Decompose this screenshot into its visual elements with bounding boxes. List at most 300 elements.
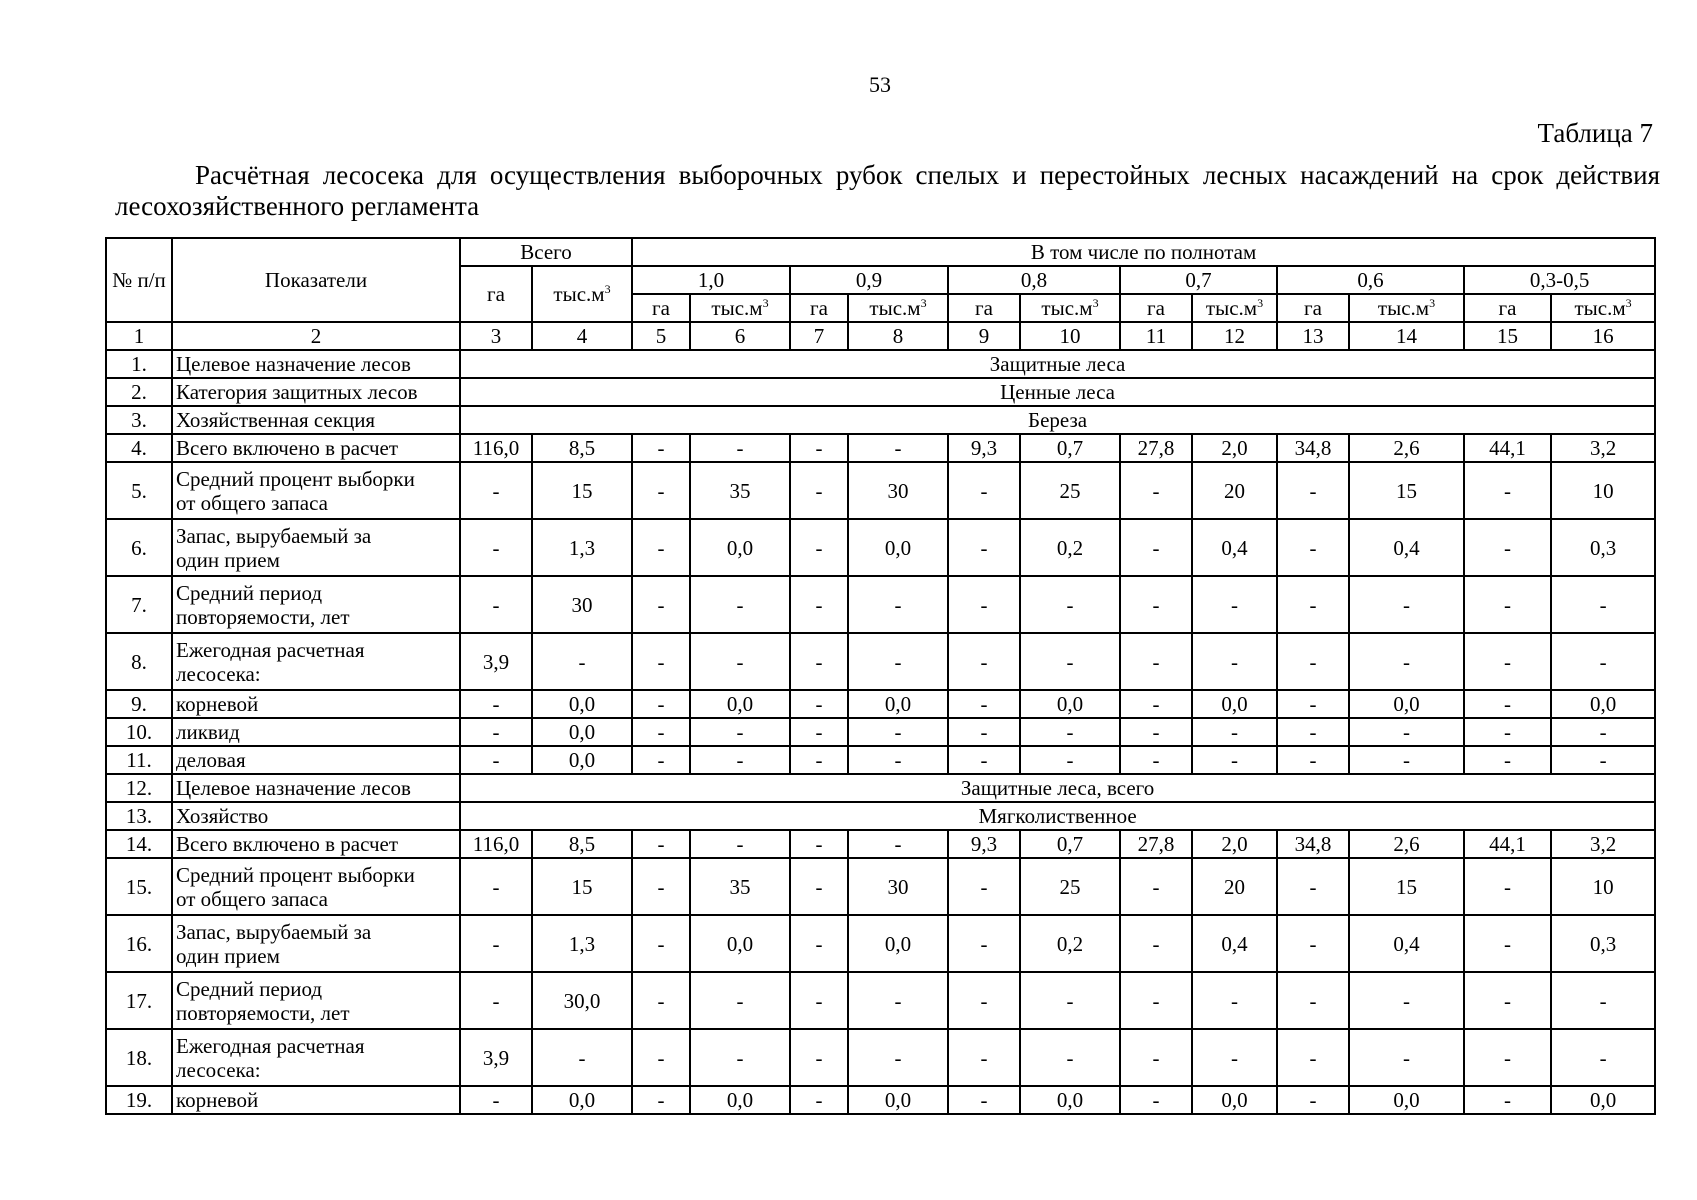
table-cell: - [1277, 858, 1349, 915]
row-label-line: Хозяйственная секция [176, 408, 376, 432]
table-cell: 15 [1349, 462, 1464, 519]
table-cell: 0,0 [1192, 1086, 1277, 1114]
table-cell: 3,9 [460, 633, 532, 690]
row-label-line: от общего запаса [176, 490, 328, 515]
row-number: 7. [106, 576, 172, 633]
table-cell: 34,8 [1277, 830, 1349, 858]
row-label-line: деловая [176, 748, 246, 772]
table-cell: 3,9 [460, 1029, 532, 1086]
table-cell: - [1120, 633, 1192, 690]
table-cell: 8,5 [532, 434, 632, 462]
row-number: 14. [106, 830, 172, 858]
table-cell: - [632, 690, 690, 718]
table-cell: - [460, 915, 532, 972]
table-cell: - [1120, 972, 1192, 1029]
table-cell: - [1020, 633, 1120, 690]
table-cell: - [1277, 690, 1349, 718]
table-cell: - [632, 519, 690, 576]
table-cell: - [1464, 746, 1551, 774]
table-cell: 0,0 [1020, 1086, 1120, 1114]
table-row [106, 519, 1655, 576]
table-cell: - [790, 718, 848, 746]
row-label [172, 858, 460, 915]
table-cell: - [1551, 1029, 1655, 1086]
row-label-line: Средний процент выборки [176, 862, 415, 887]
table-cell: - [1464, 519, 1551, 576]
table-row [106, 972, 1655, 1029]
table-cell: - [948, 462, 1020, 519]
table-cell: - [460, 576, 532, 633]
table-cell: - [1464, 1086, 1551, 1114]
column-number: 9 [948, 322, 1020, 350]
header-unit-ga: га [790, 294, 848, 322]
table-cell: 27,8 [1120, 830, 1192, 858]
column-number: 10 [1020, 322, 1120, 350]
row-number: 12. [106, 774, 172, 802]
table-cell: - [948, 576, 1020, 633]
row-label [172, 830, 460, 858]
row-span-value: Береза [460, 406, 1655, 434]
header-unit-volume: $тыс.м^3$ [690, 294, 790, 322]
table-cell: - [1277, 633, 1349, 690]
row-label-line: Средний период [176, 976, 323, 1001]
header-unit-volume: $тыс.м^3$ [1192, 294, 1277, 322]
table-cell: - [1464, 915, 1551, 972]
table-cell: 1,3 [532, 915, 632, 972]
table-cell: - [1551, 746, 1655, 774]
table-cell: - [848, 576, 948, 633]
table-cell: - [460, 746, 532, 774]
table-cell: - [632, 972, 690, 1029]
table-cell: 0,0 [532, 690, 632, 718]
table-cell: 0,0 [690, 915, 790, 972]
table-cell: 10 [1551, 858, 1655, 915]
table-cell: - [632, 915, 690, 972]
table-cell: - [460, 972, 532, 1029]
row-label [172, 519, 460, 576]
table-cell: - [460, 718, 532, 746]
table-cell: 116,0 [460, 830, 532, 858]
row-number: 3. [106, 406, 172, 434]
row-number: 13. [106, 802, 172, 830]
header-density-5: 0,6 [1277, 266, 1464, 294]
table-cell: 30 [532, 576, 632, 633]
table-cell: - [632, 462, 690, 519]
table-row [106, 406, 1655, 434]
header-num-col: № п/п [106, 238, 172, 322]
header-density-2: 0,9 [790, 266, 948, 294]
table-cell: - [1349, 576, 1464, 633]
table-cell: 30,0 [532, 972, 632, 1029]
row-label-line: Запас, вырубаемый за [176, 523, 372, 548]
table-row [106, 462, 1655, 519]
table-row [106, 350, 1655, 378]
row-number: 8. [106, 633, 172, 690]
header-unit-ga: га [1120, 294, 1192, 322]
table-cell: 2,6 [1349, 434, 1464, 462]
cutting-area-table [105, 237, 1656, 1115]
row-label-line: Категория защитных лесов [176, 380, 418, 404]
table-cell: 3,2 [1551, 434, 1655, 462]
column-number: 12 [1192, 322, 1277, 350]
table-cell: - [790, 462, 848, 519]
row-label-line: ликвид [176, 720, 240, 744]
row-label-line: один прием [176, 943, 280, 968]
table-cell: - [1192, 972, 1277, 1029]
row-label [172, 774, 460, 802]
table-cell: - [1551, 633, 1655, 690]
row-label [172, 972, 460, 1029]
table-cell: - [948, 690, 1020, 718]
table-cell: 0,0 [848, 519, 948, 576]
header-total: Всего [460, 238, 632, 266]
table-cell: - [532, 633, 632, 690]
table-cell: - [632, 633, 690, 690]
table-cell: - [948, 915, 1020, 972]
table-cell: - [1349, 1029, 1464, 1086]
table-cell: 0,2 [1020, 519, 1120, 576]
table-cell: - [1120, 519, 1192, 576]
header-unit-volume: $тыс.м^3$ [1551, 294, 1655, 322]
table-cell: - [690, 746, 790, 774]
table-cell: - [632, 746, 690, 774]
table-title: Расчётная лесосека для осуществления выборочных рубок спелых и перестойных лесных насаждений на срок действия лесохозяйственного регламента [115, 160, 1660, 221]
row-span-value: Ценные леса [460, 378, 1655, 406]
table-cell: 30 [848, 858, 948, 915]
row-label-line: Хозяйство [176, 804, 269, 828]
column-number: 6 [690, 322, 790, 350]
table-cell: - [948, 633, 1020, 690]
row-label [172, 434, 460, 462]
table-row [106, 690, 1655, 718]
row-label-line: Целевое назначение лесов [176, 776, 411, 800]
table-cell: - [848, 830, 948, 858]
table-cell: 0,0 [848, 1086, 948, 1114]
table-cell: 15 [532, 462, 632, 519]
column-number: 7 [790, 322, 848, 350]
table-row [106, 746, 1655, 774]
table-cell: 25 [1020, 858, 1120, 915]
table-cell: - [1192, 746, 1277, 774]
table-cell: - [1120, 746, 1192, 774]
row-label-line: Ежегодная расчетная [176, 1033, 365, 1058]
header-unit-ga: га [948, 294, 1020, 322]
table-row [106, 858, 1655, 915]
header-total-volume: $тыс.м^3$ [532, 266, 632, 322]
table-cell: - [948, 858, 1020, 915]
table-cell: - [1020, 972, 1120, 1029]
table-cell: - [460, 1086, 532, 1114]
row-number: 18. [106, 1029, 172, 1086]
row-number: 2. [106, 378, 172, 406]
table-cell: 9,3 [948, 434, 1020, 462]
row-number: 1. [106, 350, 172, 378]
table-cell: 15 [532, 858, 632, 915]
column-number: 4 [532, 322, 632, 350]
table-cell: 0,0 [1020, 690, 1120, 718]
row-label-line: лесосека: [176, 661, 261, 686]
table-cell: 116,0 [460, 434, 532, 462]
table-cell: - [632, 434, 690, 462]
row-label [172, 802, 460, 830]
header-including: В том числе по полнотам [632, 238, 1655, 266]
table-cell: - [790, 746, 848, 774]
header-density-4: 0,7 [1120, 266, 1277, 294]
row-label-line: повторяемости, лет [176, 1000, 350, 1025]
row-number: 15. [106, 858, 172, 915]
table-cell: - [790, 1029, 848, 1086]
row-number: 5. [106, 462, 172, 519]
table-cell: 0,0 [1551, 1086, 1655, 1114]
row-number: 6. [106, 519, 172, 576]
table-cell: 0,4 [1192, 519, 1277, 576]
column-number: 14 [1349, 322, 1464, 350]
row-label-line: Запас, вырубаемый за [176, 919, 372, 944]
row-label-line: корневой [176, 1088, 259, 1112]
table-cell: - [790, 915, 848, 972]
table-cell: 0,0 [1349, 690, 1464, 718]
table-cell: - [1464, 972, 1551, 1029]
table-cell: 34,8 [1277, 434, 1349, 462]
table-cell: - [948, 1029, 1020, 1086]
column-number: 2 [172, 322, 460, 350]
table-cell: - [690, 434, 790, 462]
row-number: 9. [106, 690, 172, 718]
table-cell: - [1277, 972, 1349, 1029]
table-cell: 0,0 [690, 690, 790, 718]
table-cell: 1,3 [532, 519, 632, 576]
table-cell: - [948, 718, 1020, 746]
table-cell: 0,0 [1349, 1086, 1464, 1114]
table-cell: 27,8 [1120, 434, 1192, 462]
table-cell: - [1464, 858, 1551, 915]
table-cell: - [790, 1086, 848, 1114]
table-cell: - [790, 434, 848, 462]
table-cell: - [790, 858, 848, 915]
table-cell: - [632, 858, 690, 915]
table-row [106, 774, 1655, 802]
table-cell: 44,1 [1464, 830, 1551, 858]
row-span-value: Мягколиственное [460, 802, 1655, 830]
table-cell: - [848, 434, 948, 462]
row-label [172, 350, 460, 378]
table-cell: 0,0 [848, 690, 948, 718]
table-cell: - [1277, 519, 1349, 576]
row-label-line: Средний период [176, 580, 323, 605]
row-span-value: Защитные леса [460, 350, 1655, 378]
table-cell: - [1349, 746, 1464, 774]
row-label [172, 378, 460, 406]
table-cell: 2,6 [1349, 830, 1464, 858]
table-cell: 44,1 [1464, 434, 1551, 462]
table-cell: 0,0 [848, 915, 948, 972]
row-label-line: один прием [176, 547, 280, 572]
table-cell: 35 [690, 462, 790, 519]
row-label-line: от общего запаса [176, 886, 328, 911]
row-label-line: Ежегодная расчетная [176, 637, 365, 662]
table-cell: - [1464, 1029, 1551, 1086]
table-cell: - [460, 858, 532, 915]
table-cell: - [532, 1029, 632, 1086]
row-label-line: Всего включено в расчет [176, 832, 399, 856]
table-cell: 0,7 [1020, 830, 1120, 858]
table-cell: - [690, 718, 790, 746]
table-cell: - [1277, 915, 1349, 972]
table-cell: 9,3 [948, 830, 1020, 858]
table-cell: - [790, 576, 848, 633]
table-cell: - [790, 830, 848, 858]
header-density-6: 0,3-0,5 [1464, 266, 1655, 294]
row-span-value: Защитные леса, всего [460, 774, 1655, 802]
table-cell: - [1120, 462, 1192, 519]
row-label-line: повторяемости, лет [176, 604, 350, 629]
header-unit-volume: $тыс.м^3$ [1349, 294, 1464, 322]
row-number: 17. [106, 972, 172, 1029]
header-unit-ga: га [632, 294, 690, 322]
column-numbers-row [106, 322, 1655, 350]
table-cell: - [1464, 633, 1551, 690]
column-number: 5 [632, 322, 690, 350]
table-number: Таблица 7 [1537, 118, 1653, 148]
table-cell: - [1020, 576, 1120, 633]
table-row [106, 576, 1655, 633]
table-cell: 0,4 [1192, 915, 1277, 972]
table-row [106, 1086, 1655, 1114]
table-cell: 25 [1020, 462, 1120, 519]
table-cell: - [690, 576, 790, 633]
table-cell: 8,5 [532, 830, 632, 858]
table-cell: - [1120, 690, 1192, 718]
column-number: 1 [106, 322, 172, 350]
table-cell: - [690, 972, 790, 1029]
table-cell: - [948, 1086, 1020, 1114]
row-label-line: Целевое назначение лесов [176, 352, 411, 376]
row-label [172, 718, 460, 746]
header-unit-volume: $тыс.м^3$ [1020, 294, 1120, 322]
table-cell: - [1277, 1086, 1349, 1114]
table-cell: 30 [848, 462, 948, 519]
table-cell: 0,0 [1192, 690, 1277, 718]
table-cell: - [848, 1029, 948, 1086]
table-cell: - [1020, 718, 1120, 746]
row-label-line: лесосека: [176, 1057, 261, 1082]
table-cell: - [948, 519, 1020, 576]
table-cell: - [1551, 718, 1655, 746]
table-cell: - [948, 972, 1020, 1029]
table-cell: 0,0 [532, 718, 632, 746]
table-cell: - [1464, 690, 1551, 718]
header-unit-ga: га [1277, 294, 1349, 322]
table-cell: 0,0 [690, 1086, 790, 1114]
row-label [172, 1029, 460, 1086]
table-body [106, 238, 1655, 1114]
column-number: 3 [460, 322, 532, 350]
table-row [106, 378, 1655, 406]
row-label [172, 406, 460, 434]
table-cell: 10 [1551, 462, 1655, 519]
table-row [106, 718, 1655, 746]
table-cell: - [632, 718, 690, 746]
table-cell: 0,7 [1020, 434, 1120, 462]
header-density-1: 1,0 [632, 266, 790, 294]
table-cell: - [1020, 1029, 1120, 1086]
table-cell: 0,4 [1349, 519, 1464, 576]
table-cell: - [790, 519, 848, 576]
table-cell: - [1349, 718, 1464, 746]
table-cell: 35 [690, 858, 790, 915]
row-label-line: корневой [176, 692, 259, 716]
table-row [106, 633, 1655, 690]
table-cell: 0,0 [532, 746, 632, 774]
table-cell: - [1120, 718, 1192, 746]
table-cell: 0,0 [690, 519, 790, 576]
table-cell: - [1120, 858, 1192, 915]
page-number: 53 [869, 72, 891, 97]
table-cell: - [1120, 915, 1192, 972]
table-cell: - [690, 1029, 790, 1086]
header-total-ga: га [460, 266, 532, 322]
table-cell: - [848, 718, 948, 746]
table-cell: - [790, 633, 848, 690]
table-cell: 15 [1349, 858, 1464, 915]
column-number: 16 [1551, 322, 1655, 350]
table-cell: - [1192, 718, 1277, 746]
row-number: 19. [106, 1086, 172, 1114]
table-row [106, 915, 1655, 972]
column-number: 8 [848, 322, 948, 350]
table-cell: - [1277, 1029, 1349, 1086]
table-cell: - [632, 1029, 690, 1086]
table-cell: - [848, 746, 948, 774]
column-number: 15 [1464, 322, 1551, 350]
column-number: 11 [1120, 322, 1192, 350]
table-cell: 0,0 [1551, 690, 1655, 718]
table-cell: - [848, 972, 948, 1029]
table-cell: - [632, 576, 690, 633]
header-unit-volume: $тыс.м^3$ [848, 294, 948, 322]
table-cell: - [1349, 972, 1464, 1029]
row-label [172, 746, 460, 774]
column-number: 13 [1277, 322, 1349, 350]
header-indicators: Показатели [172, 238, 460, 322]
row-number: 16. [106, 915, 172, 972]
row-label [172, 462, 460, 519]
row-label-line: Всего включено в расчет [176, 436, 399, 460]
table-cell: - [948, 746, 1020, 774]
table-cell: 0,3 [1551, 519, 1655, 576]
table-cell: - [1277, 462, 1349, 519]
table-cell: 0,0 [532, 1086, 632, 1114]
table-cell: - [1464, 718, 1551, 746]
table-cell: - [1464, 462, 1551, 519]
table-cell: - [1192, 633, 1277, 690]
table-cell: - [1277, 746, 1349, 774]
table-cell: - [1192, 576, 1277, 633]
table-cell: - [460, 690, 532, 718]
table-row [106, 434, 1655, 462]
table-cell: 20 [1192, 462, 1277, 519]
header-row-1 [106, 238, 1655, 266]
table-cell: - [690, 830, 790, 858]
row-label [172, 576, 460, 633]
table-cell: - [690, 633, 790, 690]
table-cell: 0,4 [1349, 915, 1464, 972]
table-cell: - [632, 1086, 690, 1114]
table-cell: - [1277, 718, 1349, 746]
table-cell: - [632, 830, 690, 858]
table-cell: - [848, 633, 948, 690]
table-row [106, 830, 1655, 858]
